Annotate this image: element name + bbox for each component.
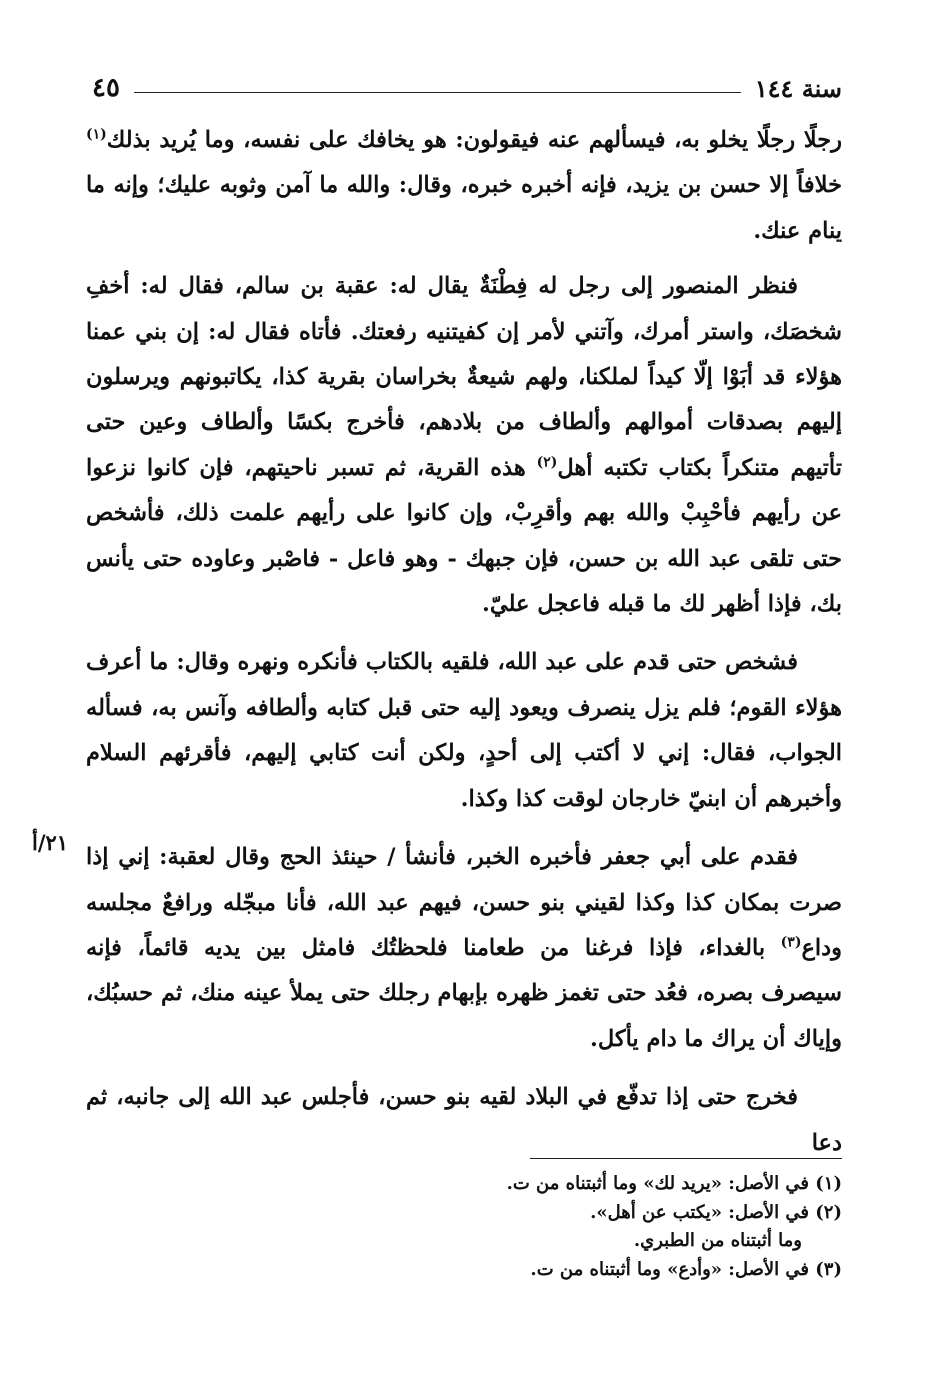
paragraph-4-text-a: فقدم على أبي جعفر فأخبره الخبر، فأنشأ / حينئذ الحج وقال لعقبة: إني إذا صرت بمكان كذا وكذا لقيني بنو حسن، فيهم عبد الله، فأنا مبجّله ورافعٌ مجلسه وداع <box>86 844 842 961</box>
main-text <box>86 118 842 1179</box>
paragraph-5 <box>86 1075 842 1166</box>
margin-folio-note: ٢١/أ <box>32 830 69 855</box>
footnote-2-continuation: وما أثبتناه من الطبري. <box>633 1230 802 1251</box>
footnote-rule <box>530 1158 842 1159</box>
page-number: ٤٥ <box>92 73 120 103</box>
page-header <box>92 68 842 108</box>
footnote-ref-2: (٢) <box>536 454 558 471</box>
paragraph-2-text-a: فنظر المنصور إلى رجل له فِطْنَةٌ يقال له: عقبة بن سالم، فقال له: أخفِ شخصَك، واستر أمرك، وآتني لأمر إن كفيتنيه رفعتك. فأتاه فقال له: إن بني عمنا هؤلاء قد أبَوْا إلّا كيداً لملكنا، ولهم شيعةٌ بخراسان بقرية كذا، يكاتبونهم ويرسلون إليهم بصدقات أموالهم وألطاف من بلادهم، فأخرج بكسًا وألطاف وعين حتى تأتيهم متنكراً بكتاب تكتبه أهل <box>86 273 842 481</box>
footnote-3: (٣) في الأصل: «وأدع» وما أثبتناه من ت. <box>530 1258 842 1280</box>
paragraph-4 <box>86 835 842 1062</box>
paragraph-5-text: فخرج حتى إذا تدفّع في البلاد لقيه بنو حسن، فأجلس عبد الله إلى جانبه، ثم دعا <box>86 1084 842 1156</box>
paragraph-4-text-b: بالغداء، فإذا فرغنا من طعامنا فلحظتُك فامثل بين يديه قائماً، فإنه سيصرف بصره، فعُد حتى تغمز ظهره بإبهام رجلك حتى يملأ عينه منك، ثم حسبُك، وإياك أن يراك ما دام يأكل. <box>86 934 842 1052</box>
footnote-1: (١) في الأصل: «يريد لك» وما أثبتناه من ت. <box>506 1173 842 1194</box>
paragraph-3-text: فشخص حتى قدم على عبد الله، فلقيه بالكتاب فأنكره ونهره وقال: ما أعرف هؤلاء القوم؛ فلم يزل ينصرف ويعود إليه حتى قبل كتابه وألطافه وآنس به، فسأله الجواب، فقال: إني لا أكتب إلى أحدٍ، ولكن أنت كتابي إليهم، فأقرئهم السلام وأخبرهم أن ابنيّ خارجان لوقت كذا وكذا. <box>86 649 842 812</box>
footnote-ref-3: (٣) <box>780 934 802 951</box>
footnotes <box>300 1170 842 1284</box>
footnote-2: (٢) في الأصل: «يكتب عن أهل». <box>590 1201 842 1223</box>
header-year: سنة ١٤٤ <box>754 73 842 103</box>
paragraph-2-text-b: هذه القرية، ثم تسبر ناحيتهم، فإن كانوا نزعوا عن رأيهم فأحْبِبْ والله بهم وأقرِبْ، وإن كانوا على رأيهم علمت ذلك، فأشخص حتى تلقى عبد الله بن حسن، فإن جبهك - وهو فاعل - فاصْبر وعاوده حتى يأنس بك، فإذا أظهر لك ما قبله فاعجل عليّ. <box>86 454 842 618</box>
header-rule <box>134 92 741 93</box>
paragraph-3 <box>86 640 842 822</box>
paragraph-1 <box>86 118 842 254</box>
footnote-ref-1: (١) <box>86 126 107 143</box>
paragraph-1-text-a: رجلًا رجلًا يخلو به، فيسألهم عنه فيقولون: هو يخافك على نفسه، وما يُريد بذلك <box>106 127 842 153</box>
paragraph-2 <box>86 264 842 627</box>
paragraph-1-text-b: خلافاً إلا حسن بن يزيد، فإنه أخبره خبره، وقال: والله ما آمن وثوبه عليك؛ وإنه ما ينام عنك. <box>86 172 842 244</box>
